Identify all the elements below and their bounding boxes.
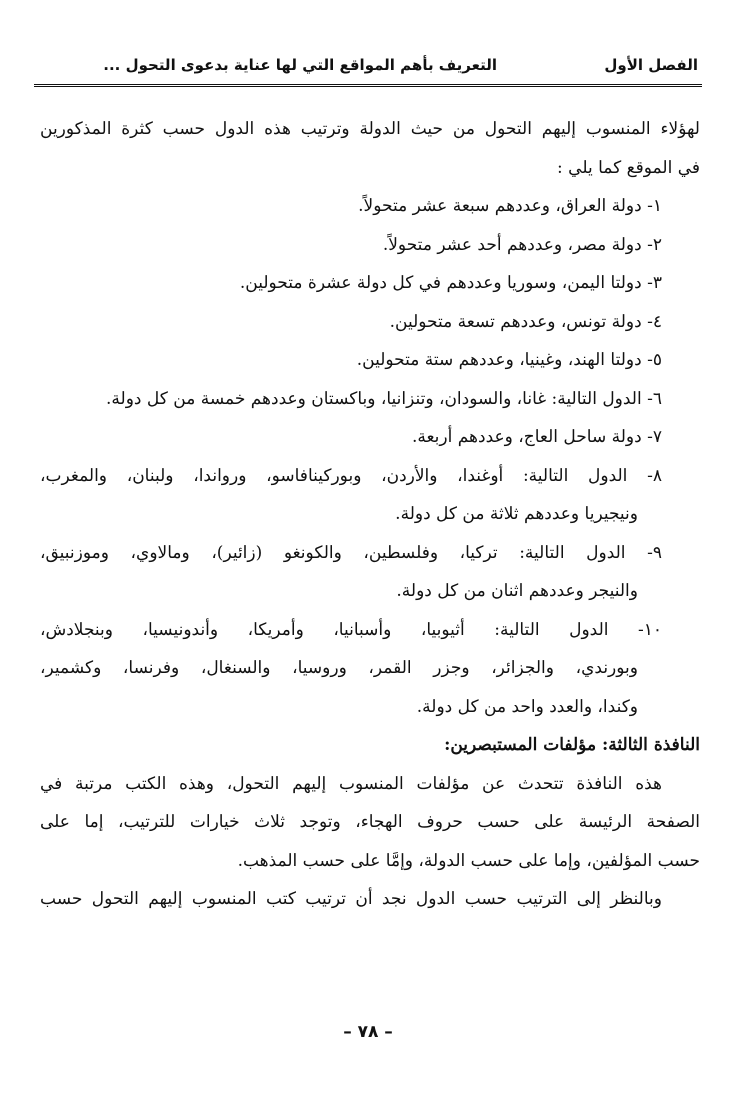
page-body	[40, 110, 700, 919]
list-item-continuation: وكندا، والعدد واحد من كل دولة.	[416, 696, 638, 717]
list-item: ٩- الدول التالية: تركيا، وفلسطين، والكونغو (زائير)، ومالاوي، وموزنبيق،	[40, 542, 662, 563]
list-item: ٨- الدول التالية: أوغندا، والأردن، وبوركينافاسو، ورواندا، ولبنان، والمغرب،	[40, 465, 662, 486]
list-item-continuation: والنيجر وعددهم اثنان من كل دولة.	[396, 581, 638, 601]
list-item: ١- دولة العراق، وعددهم سبعة عشر متحولاً.	[358, 196, 662, 216]
list-item: ٤- دولة تونس، وعددهم تسعة متحولين.	[389, 311, 662, 332]
section-heading: النافذة الثالثة: مؤلفات المستبصرين:	[444, 735, 700, 755]
list-item: ١٠- الدول التالية: أثيوبيا، وأسبانيا، وأمريكا، وأندونيسيا، وبنجلادش،	[40, 619, 662, 640]
paragraph-line: حسب المؤلفين، وإما على حسب الدولة، وإمَّا على حسب المذهب.	[237, 850, 700, 871]
paragraph-line: في الموقع كما يلي :	[557, 157, 700, 178]
running-header	[34, 52, 702, 87]
list-item: ٧- دولة ساحل العاج، وعددهم أربعة.	[411, 427, 662, 447]
page-number: – ٧٨ –	[343, 1022, 393, 1042]
paragraph-line: الصفحة الرئيسة على حسب حروف الهجاء، وتوجد ثلاث خيارات للترتيب، إما على	[40, 812, 700, 832]
section-title: التعريف بأهم المواقع التي لها عناية بدعوى التحول ...	[103, 56, 497, 74]
list-item-continuation: ونيجيريا وعددهم ثلاثة من كل دولة.	[395, 504, 638, 524]
list-item: ٥- دولتا الهند، وغينيا، وعددهم ستة متحولين.	[356, 350, 662, 370]
chapter-title: الفصل الأول	[604, 56, 698, 74]
paragraph-line: هذه النافذة تتحدث عن مؤلفات المنسوب إليهم التحول، وهذه الكتب مرتبة في	[40, 773, 662, 794]
paragraph-line: وبالنظر إلى الترتيب حسب الدول نجد أن ترتيب كتب المنسوب إليهم التحول حسب	[40, 889, 662, 909]
list-item: ٣- دولتا اليمن، وسوريا وعددهم في كل دولة عشرة متحولين.	[239, 273, 662, 293]
paragraph-line: لهؤلاء المنسوب إليهم التحول من حيث الدولة وترتيب هذه الدول حسب كثرة المذكورين	[40, 119, 700, 139]
list-item-continuation: وبورندي، والجزائر، وجزر القمر، وروسيا، والسنغال، وفرنسا، وكشمير،	[40, 658, 638, 678]
list-item: ٢- دولة مصر، وعددهم أحد عشر متحولاً.	[382, 234, 662, 255]
list-item: ٦- الدول التالية: غانا، والسودان، وتنزانيا، وباكستان وعددهم خمسة من كل دولة.	[106, 388, 662, 409]
